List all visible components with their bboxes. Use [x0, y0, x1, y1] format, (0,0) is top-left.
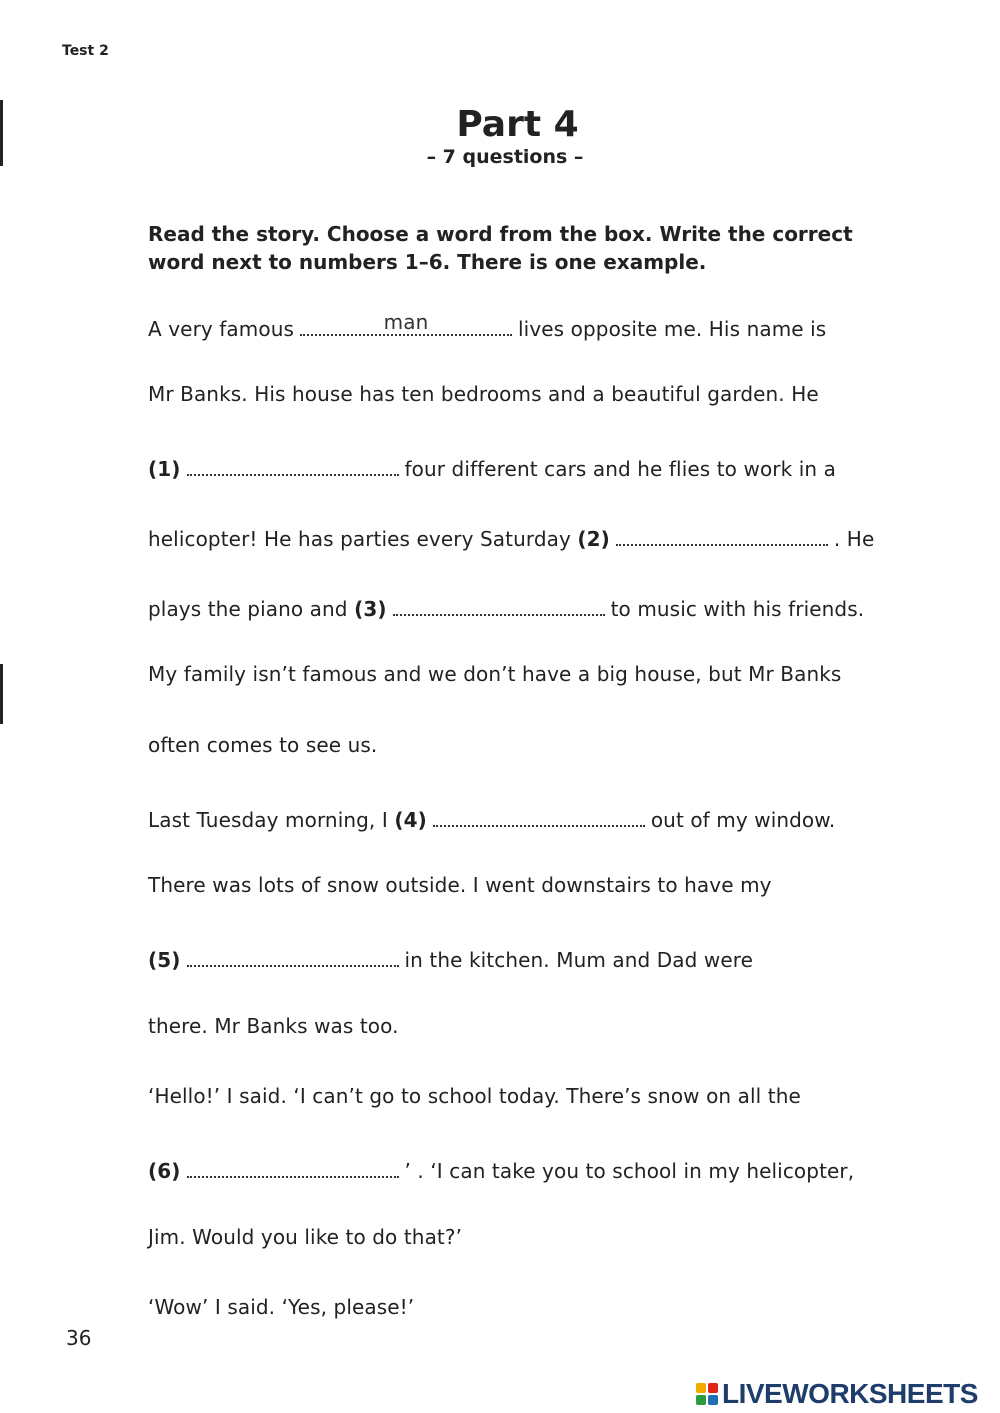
story-text: helicopter! He has parties every Saturday [148, 527, 571, 551]
story-line [148, 1154, 854, 1183]
answer-blank-3[interactable] [393, 592, 605, 616]
story-line [148, 592, 864, 621]
story-text: Last Tuesday morning, I [148, 808, 388, 832]
story-text: ’ . ‘I can take you to school in my helicopter, [404, 1159, 855, 1183]
part-title: Part 4 [456, 104, 579, 145]
story-line [148, 452, 836, 481]
story-line [148, 522, 874, 551]
question-number-6: (6) [148, 1159, 181, 1183]
story-line: there. Mr Banks was too. [148, 1014, 399, 1038]
example-blank [300, 312, 512, 336]
question-number-3: (3) [354, 597, 387, 621]
story-line [148, 803, 835, 832]
question-number-5: (5) [148, 948, 181, 972]
question-number-4: (4) [394, 808, 427, 832]
margin-mark [0, 664, 3, 724]
story-line: Mr Banks. His house has ten bedrooms and a beautiful garden. He [148, 382, 819, 406]
story-line: ‘Hello!’ I said. ‘I can’t go to school today. There’s snow on all the [148, 1084, 801, 1108]
answer-blank-6[interactable] [187, 1154, 399, 1178]
test-label: Test 2 [62, 43, 109, 59]
story-text: to music with his friends. [610, 597, 865, 621]
liveworksheets-logo[interactable] [696, 1378, 978, 1410]
story-line: There was lots of snow outside. I went downstairs to have my [148, 873, 772, 897]
story-line [148, 312, 826, 341]
question-number-2: (2) [577, 527, 610, 551]
story-text: plays the piano and [148, 597, 348, 621]
story-text: A very famous [148, 317, 295, 341]
story-line [148, 943, 753, 972]
part-subtitle: – 7 questions – [426, 146, 584, 168]
answer-blank-5[interactable] [187, 943, 399, 967]
answer-blank-4[interactable] [433, 803, 645, 827]
answer-blank-1[interactable] [187, 452, 399, 476]
story-text: lives opposite me. His name is [518, 317, 827, 341]
answer-blank-2[interactable] [616, 522, 828, 546]
example-answer: man [383, 310, 429, 334]
story-text: in the kitchen. Mum and Dad were [404, 948, 754, 972]
brand-name: LIVEWORKSHEETS [722, 1378, 978, 1409]
story-text: four different cars and he flies to work in a [404, 457, 836, 481]
brand-logo-icon [696, 1383, 718, 1405]
story-line: Jim. Would you like to do that?’ [148, 1225, 463, 1249]
instructions: Read the story. Choose a word from the box. Write the correct word next to numbers 1–6. There is one example. [148, 222, 853, 274]
story-text: out of my window. [650, 808, 836, 832]
story-text: . He [833, 527, 875, 551]
question-number-1: (1) [148, 457, 181, 481]
story-line: often comes to see us. [148, 733, 378, 757]
page-number: 36 [66, 1326, 92, 1350]
story-line: ‘Wow’ I said. ‘Yes, please!’ [148, 1295, 415, 1319]
story-line: My family isn’t famous and we don’t have a big house, but Mr Banks [148, 662, 842, 686]
